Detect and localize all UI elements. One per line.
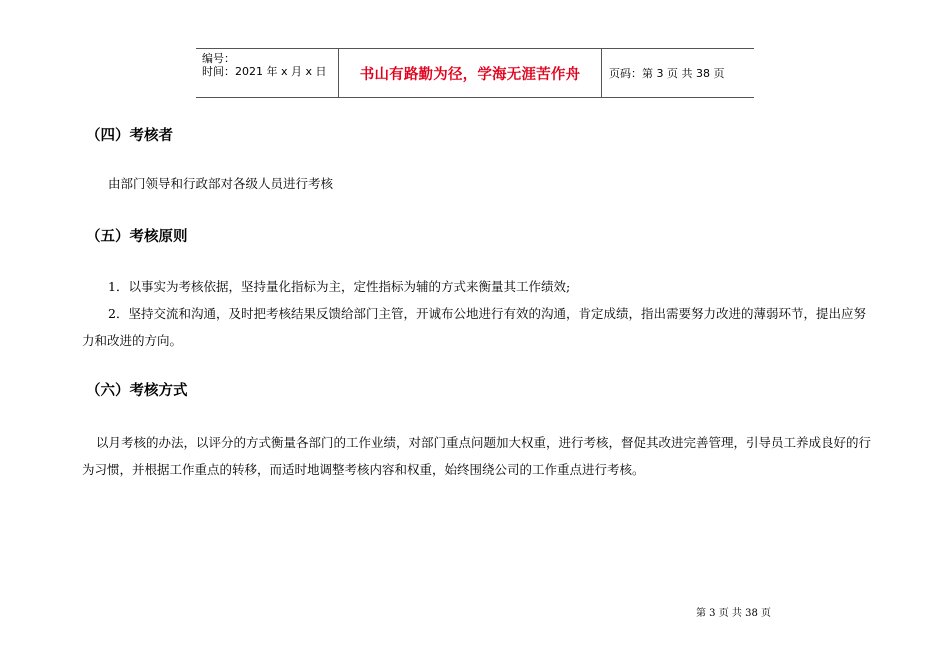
section-heading-6: （六）考核方式 [86, 383, 188, 399]
section-6-paragraph: 以月考核的办法，以评分的方式衡量各部门的工作业绩，对部门重点问题加大权重，进行考核，督促其改进完善管理，引导员工养成良好的行为习惯，并根据工作重点的转移，而适时地调整考核内容和权重，始终围绕公司的工作重点进行考核。 [82, 435, 872, 477]
section-5-item-1: 1．以事实为考核依据，坚持量化指标为主，定性指标为辅的方式来衡量其工作绩效; [108, 279, 571, 294]
header-page-cell [602, 49, 754, 97]
header-meta [196, 49, 338, 97]
header-motto-cell [338, 49, 602, 97]
number-label: 编号： [202, 52, 235, 65]
section-heading-5: （五）考核原则 [86, 229, 188, 245]
date-label: 时间：2021 年 x 月 x 日 [202, 65, 327, 78]
section-5-item-2: 2．坚持交流和沟通，及时把考核结果反馈给部门主管，开诚布公地进行有效的沟通，肯定成绩，指出需要努力改进的薄弱环节，提出应努力和改进的方向。 [82, 306, 866, 348]
motto-text: 书山有路勤为径，学海无涯苦作舟 [359, 66, 581, 83]
section-heading-4: （四）考核者 [86, 128, 173, 144]
document-header [196, 48, 754, 98]
section-4-paragraph: 由部门领导和行政部对各级人员进行考核 [108, 176, 334, 191]
page-footer: 第 3 页 共 38 页 [696, 608, 771, 619]
page-label: 页码：第 3 页 共 38 页 [609, 67, 725, 80]
